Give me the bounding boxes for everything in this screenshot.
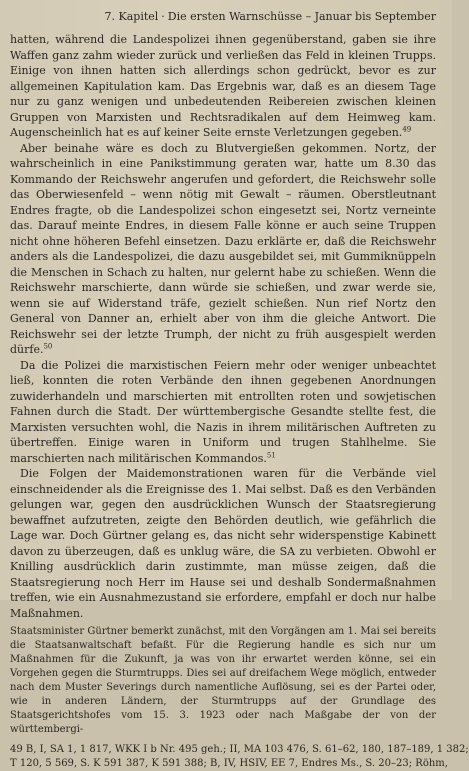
- main-text: [10, 32, 436, 621]
- footnotes: [10, 743, 469, 771]
- running-header: [10, 10, 436, 24]
- chapter-number: 7. Kapitel: [104, 10, 159, 23]
- header-separator: ·: [161, 10, 165, 23]
- paragraph: Da die Polizei die marxistischen Feiern mehr oder weniger unbeachtet ließ, konnten die roten Verbände den ihnen gegebenen Anordnungen zuwiderhandeln und marschierten mit entrollten roten und sowjetischen Fahnen durch die Stadt. Der württembergische Gesandte stellte fest, die Marxisten versuchten wohl, die Nazis in ihrem militärischen Auftreten zu übertreffen. Einige waren in Uniform und trugen Stahlhelme. Sie marschierten nach militärischen Kommandos.$^{51}$: [10, 358, 436, 465]
- footnote-ref: 50: [43, 342, 53, 351]
- quoted-block: [10, 625, 436, 737]
- footnote-ref: 49: [402, 125, 412, 134]
- paragraph: Die Folgen der Maidemonstrationen waren für die Verbände viel einschneidender als die Ereignisse des 1. Mai selbst. Daß es den Verbänden gelungen war, gegen den ausdrücklichen Wunsch der Staatsregierung bewaffnet aufzutreten, zeigte den Behörden deutlich, wie gefährlich die Lage war. Doch Gürtner gelang es, das nicht sehr widerspenstige Kabinett davon zu überzeugen, daß es unklug wäre, die SA zu verbieten. Obwohl er Knilling ausdrücklich darin zustimmte, man müsse zeigen, daß die Staatsregierung noch Herr im Hause sei und deshalb Sondermaßnahmen treffen, wie ein Ausnahmezustand sie erfordere, empfahl er doch nur halbe Maßnahmen.: [10, 467, 436, 620]
- paragraph: hatten, während die Landespolizei ihnen gegenüberstand, gaben sie ihre Waffen ganz zahm wieder zurück und verließen das Feld in kleinen Trupps. Einige von ihnen hatten sich allerdings schon gedrückt, bevor es zur allgemeinen Kapitulation kam. Das Ergebnis war, daß es an diesem Tage nur zu ganz wenigen und unbedeutenden Reibereien zwischen kleinen Gruppen von Marxisten und Rechtsradikalen auf dem Heimweg kam. Augenscheinlich hat es auf keiner Seite ernste Verletzungen gegeben.$^{49}$: [10, 33, 436, 139]
- footnote-ref: 51: [266, 450, 276, 459]
- chapter-title: Die ersten Warnschüsse – Januar bis September: [167, 10, 436, 23]
- footnote-line: 49 B, I, SA 1, 1 817, WKK I b Nr. 495 geh.; II, MA 103 476, S. 61–62, 180, 187–189, 1 382;: [10, 744, 469, 755]
- footnote-line: T 120, 5 569, S. K 591 387, K 591 388; B, IV, HSIV, EE 7, Endres Ms., S. 20–23; Röhm,: [10, 758, 448, 769]
- quoted-paragraph: Staatsminister Gürtner bemerkt zunächst, mit den Vorgängen am 1. Mai sei bereits die Staatsanwaltschaft befaßt. Für die Regierung handle es sich nur um Maßnahmen für die Zukunft, ja was von ihr erwartet werden könne, sei ein Vorgehen gegen die Sturmtrupps. Dies sei auf dreifachem Wege möglich, entweder nach dem Muster Severings durch namentliche Auflösung, sei es der Partei oder, wie in anderen Ländern, der Sturmtrupps auf der Grundlage des Staatsgerichtshofes vom 15. 3. 1923 oder nach Maßgabe der von der württembergi-: [10, 626, 436, 735]
- paragraph: Aber beinahe wäre es doch zu Blutvergießen gekommen. Nortz, der wahrscheinlich in eine Panikstimmung geraten war, hatte um 8.30 das Kommando der Reichswehr angerufen und gefordert, die Reichswehr solle das Oberwiesenfeld – wenn nötig mit Gewalt – räumen. Oberstleutnant Endres fragte, ob die Landespolizei schon eingesetzt sei, Nortz verneinte das. Darauf meinte Endres, in diesem Falle könne er auch seine Truppen nicht ohne höheren Befehl einsetzen. Dazu erklärte er, daß die Reichswehr anders als die Landespolizei, die dazu ausgebildet sei, mit Gummiknüppeln die Menschen in Schach zu halten, nur gelernt habe zu schießen. Wenn die Reichswehr marschierte, dann würde sie schießen, und zwar werde sie, wenn sie auf Widerstand träfe, gezielt schießen. Nun rief Nortz den General von Danner an, erhielt aber von ihm die gleiche Antwort. Die Reichswehr sei der letzte Trumph, der nicht zu früh ausgespielt werden dürfe.$^{50}$: [10, 141, 436, 356]
